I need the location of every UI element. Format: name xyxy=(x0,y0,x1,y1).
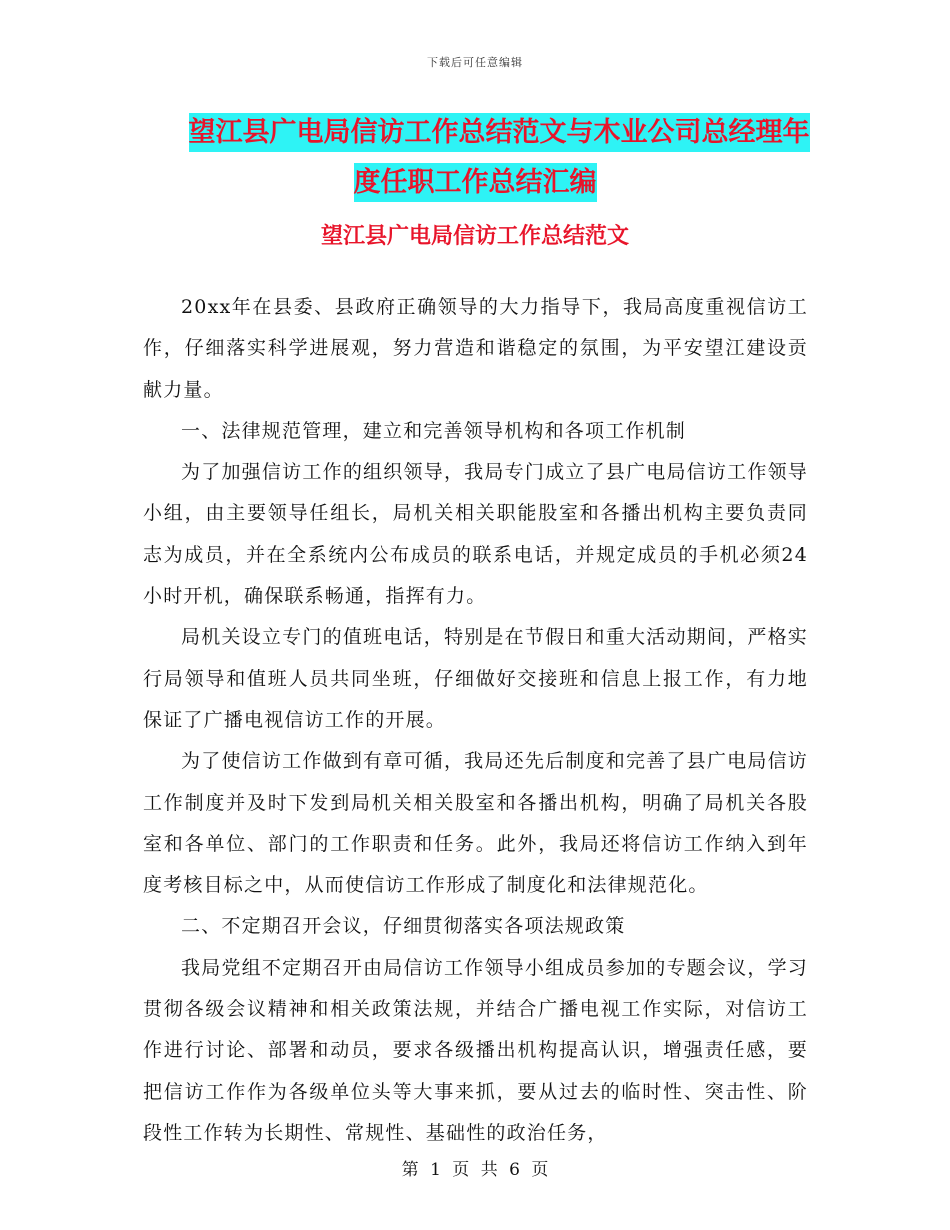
title-highlight-1: 望江县广电局信访工作总结范文与木业公司总经理年 xyxy=(189,113,810,152)
paragraph: 为了加强信访工作的组织领导，我局专门成立了县广电局信访工作领导小组，由主要领导任组长，局机关相关职能股室和各播出机构主要负责同志为成员，并在全系统内公布成员的联系电话，并规定成员的手机必须24小时开机，确保联系畅通，指挥有力。 xyxy=(143,461,808,608)
paragraph: 我局党组不定期召开由局信访工作领导小组成员参加的专题会议，学习贯彻各级会议精神和相关政策法规，并结合广播电视工作实际，对信访工作进行讨论、部署和动员，要求各级播出机构提高认识，增强责任感，要把信访工作作为各级单位头等大事来抓，要从过去的临时性、突击性、阶段性工作转为长期性、常规性、基础性的政治任务， xyxy=(143,956,808,1144)
page-footer: 第 1 页 共 6 页 xyxy=(401,1160,549,1180)
section-title: 望江县广电局信访工作总结范文 xyxy=(320,224,629,249)
body-text xyxy=(143,287,808,1154)
document-title-line-1 xyxy=(0,108,950,158)
header-note: 下载后可任意编辑 xyxy=(427,56,523,69)
paragraph: 20xx年在县委、县政府正确领导的大力指导下，我局高度重视信访工作，仔细落实科学进展观，努力营造和谐稳定的氛围，为平安望江建设贡献力量。 xyxy=(143,296,808,401)
document-title-line-2 xyxy=(0,158,950,208)
document-title xyxy=(0,108,950,208)
title-highlight-2: 度任职工作总结汇编 xyxy=(354,163,597,202)
paragraph: 局机关设立专门的值班电话，特别是在节假日和重大活动期间，严格实行局领导和值班人员共同坐班，仔细做好交接班和信息上报工作，有力地保证了广播电视信访工作的开展。 xyxy=(143,626,808,731)
paragraph-heading: 一、法律规范管理，建立和完善领导机构和各项工作机制 xyxy=(181,419,687,442)
paragraph: 为了使信访工作做到有章可循，我局还先后制度和完善了县广电局信访工作制度并及时下发到局机关相关股室和各播出机构，明确了局机关各股室和各单位、部门的工作职责和任务。此外，我局还将信访工作纳入到年度考核目标之中，从而使信访工作形成了制度化和法律规范化。 xyxy=(143,750,808,897)
paragraph-heading: 二、不定期召开会议，仔细贯彻落实各项法规政策 xyxy=(181,915,626,938)
